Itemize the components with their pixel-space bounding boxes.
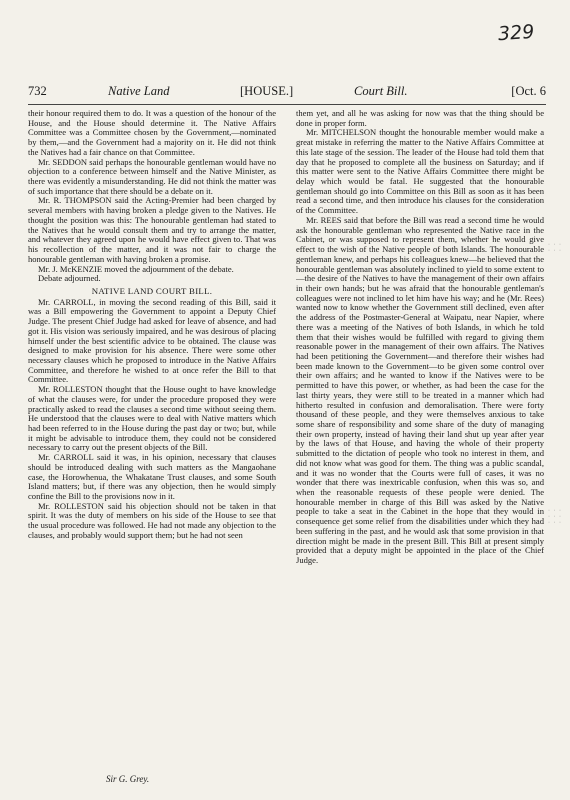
paragraph: Mr. SEDDON said perhaps the honourable gentleman would have no objection to a conference between himself and the Native Minister, as there was evidently a misunderstanding. He did not think the matter was of such importance that there should be a debate on it. xyxy=(28,156,276,196)
catchword: Sir G. Grey. xyxy=(106,774,150,784)
paragraph: Mr. ROLLESTON said his objection should not be taken in that spirit. It was the duty of members on his side of the House to see that the usual procedure was followed. He had not made any objection to the clauses, and probably would support them; but he had not seen xyxy=(28,500,276,540)
right-column xyxy=(296,109,544,777)
margin-mark: · · · · · · · · · xyxy=(548,508,562,526)
header-left-title: Native Land xyxy=(108,84,170,98)
page-number: 732 xyxy=(28,84,47,98)
header-right-title: Court Bill. xyxy=(354,84,408,98)
paragraph: Mr. J. McKENZIE moved the adjournment of the debate. xyxy=(38,263,234,274)
paragraph: Debate adjourned. xyxy=(38,273,101,284)
running-header xyxy=(28,84,546,104)
header-rule xyxy=(28,104,546,105)
header-date: [Oct. 6 xyxy=(511,84,546,98)
paragraph: their honour required them to do. It was a question of the honour of the House, and the House should determine it. The Native Affairs Committee was a Committee chosen by the Government,—nominated by them,—and the Government had a majority on it. He did not think the Natives had a fair chance on that Committee. xyxy=(28,109,276,157)
paragraph: Mr. REES said that before the Bill was read a second time he would ask the honourable gentleman who represented the Native race in the Cabinet, or was supposed to represent them, whether he would give effect to the wish of the Native people of both Islands. The honourable gentleman knew, and perhaps his colleagues knew—he believed that the honourable gentleman was absolutely inclined to yield to some extent to—the desire of the Natives to have the management of their own affairs in their own hands; but he was afraid that the honourable gentleman's colleagues were not inclined to let him have his way; and he (Mr. Rees) wanted now to know whether the Government still declined, even after the address of the Postmaster-General at Waipatu, near Napier, where there was a meeting of the Natives of both Islands, in which he told them that their wishes would be fulfilled with regard to giving them reasonable power in the management of their own affairs. The Natives had been petitioning the Government—and therefore their wishes had been made known to the Government—to be given some control over their own affairs; and he wanted to know if the Natives were to be permitted to have this power, or whether, as had been the case for the last thirty years, they were still to be treated in a manner which had hitherto resulted in confusion and demoralisation. There were forty thousand of these people, and they were themselves anxious to take some share of responsibility and some share of the duty of managing their own property, instead of having their land shut up year after year by the laws of that House, and having the whole of their property submitted to the dictation of people who took no interest in them, and did not know what was good for them. The thing was a public scandal, and it was no wonder that the Courts were full of cases, it was no wonder that there was inextricable confusion, when this was so, and when the reasonable requests of these people were denied. The honourable member in charge of this Bill was asked by the Native people to take a seat in the Cabinet in the hope that they would in consequence get some relief from the disabilities under which they had been suffering in the past, and he would ask that some provision in that direction might be made in the present Bill. This Bill at present simply provided that a deputy might be appointed in the place of the Chief Judge. xyxy=(296,214,544,566)
paragraph: Mr. CARROLL said it was, in his opinion, necessary that clauses should be introduced dealing with such matters as the Mangaohane case, the Horowhenua, the Whakatane Trust clauses, and some South Island matters; but, if there was any objection, then he would simply confine the Bill to the provisions now in it. xyxy=(28,452,276,502)
paragraph: Mr. ROLLESTON thought that the House ought to have knowledge of what the clauses were, for under the procedure proposed they were practically asked to read the clauses a second time without seeing them. He understood that the clauses were to deal with Native matters which had been referred to in the House during the past day or two; but, while it might be advisable to introduce them, they could not be considered necessary to carry out the present objects of the Bill. xyxy=(28,384,276,453)
handwritten-page-number: 329 xyxy=(497,20,535,46)
paragraph: them yet, and all he was asking for now was that the thing should be done in proper form. xyxy=(296,109,544,128)
left-column xyxy=(28,109,276,777)
margin-mark: · · · · · · xyxy=(548,242,562,254)
paragraph: Mr. R. THOMPSON said the Acting-Premier had been charged by several members with having broken a pledge given to the Natives. He thought the position was this: The honourable gentleman had stated to the Natives that he would consult them and try to arrange the matter, and whatever they agreed upon he would have effect given to. That was his recollection of the matter, and it was not fair to charge the honourable gentleman with having broken a promise. xyxy=(28,195,276,264)
paragraph: Mr. MITCHELSON thought the honourable member would make a great mistake in referring the matter to the Native Affairs Committee at this late stage of the session. The leader of the House had told them that day that he proposed to complete all the business on Saturday; and if this matter were sent to the Native Affairs Committee there might be delay which would be fatal. He suggested that the honourable gentleman should go into Committee on this Bill as soon as it has been read a second time, and then introduce his clauses for the consideration of the Committee. xyxy=(296,127,544,216)
header-house: [HOUSE.] xyxy=(240,84,294,98)
section-title: NATIVE LAND COURT BILL. xyxy=(91,285,213,296)
paragraph: Mr. CARROLL, in moving the second reading of this Bill, said it was a Bill empowering the Government to appoint a Deputy Chief Judge. The present Chief Judge had asked for leave of absence, and had got it. His vision was seriously impaired, and he was desirous of placing himself under the best scientific advice to be obtained. The clause was designed to make provision for his absence. There were some other necessary clauses which he proposed to introduce in the Native Affairs Committee, and therefore he wished to at once refer the Bill to that Committee. xyxy=(28,296,276,385)
